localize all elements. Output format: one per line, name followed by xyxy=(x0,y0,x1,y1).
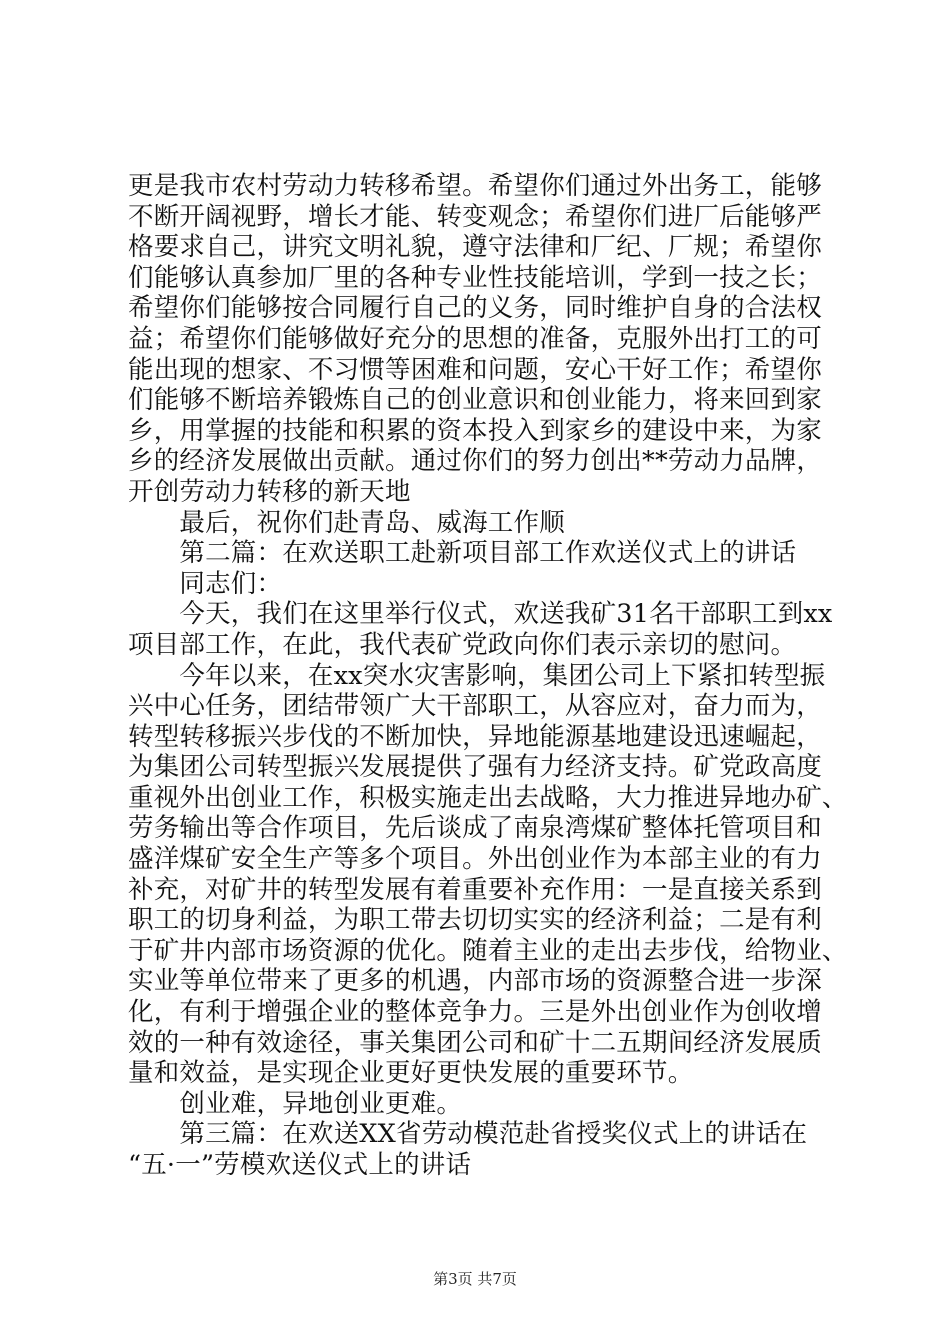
text-line: 第二篇：在欢送职工赴新项目部工作欢送仪式上的讲话 xyxy=(128,538,797,569)
text-line: 效的一种有效途径，事关集团公司和矿十二五期间经济发展质 xyxy=(128,1027,822,1058)
text-line: 兴中心任务，团结带领广大干部职工，从容应对，奋力而为， xyxy=(128,691,822,722)
text-line: 实业等单位带来了更多的机遇，内部市场的资源整合进一步深 xyxy=(128,966,822,997)
text-line: 今天，我们在这里举行仪式，欢送我矿31名干部职工到xx xyxy=(128,599,833,630)
text-line: 劳务输出等合作项目，先后谈成了南泉湾煤矿整体托管项目和 xyxy=(128,813,822,844)
text-line: 重视外出创业工作，积极实施走出去战略，大力推进异地办矿、 xyxy=(128,782,848,813)
text-line: 乡的经济发展做出贡献。通过你们的努力创出**劳动力品牌， xyxy=(128,446,823,477)
text-line: “五·一”劳模欢送仪式上的讲话 xyxy=(128,1150,472,1180)
text-line: 于矿井内部市场资源的优化。随着主业的走出去步伐，给物业、 xyxy=(128,935,848,966)
text-line: 化，有利于增强企业的整体竞争力。三是外出创业作为创收增 xyxy=(128,997,822,1028)
text-line: 更是我市农村劳动力转移希望。希望你们通过外出务工，能够 xyxy=(128,171,822,201)
text-line: 创业难，异地创业更难。 xyxy=(128,1088,463,1119)
text-line: 益；希望你们能够做好充分的思想的准备，克服外出打工的可 xyxy=(128,323,822,354)
text-line: 今年以来，在xx突水灾害影响，集团公司上下紧扣转型振 xyxy=(128,660,826,691)
text-line: 们能够不断培养锻炼自己的创业意识和创业能力，将来回到家 xyxy=(128,385,822,416)
text-line: 们能够认真参加厂里的各种专业性技能培训，学到一技之长； xyxy=(128,262,822,293)
text-line: 为集团公司转型振兴发展提供了强有力经济支持。矿党政高度 xyxy=(128,752,822,783)
page-footer: 第3页 共7页 xyxy=(433,1270,517,1288)
text-line: 乡，用掌握的技能和积累的资本投入到家乡的建设中来，为家 xyxy=(128,415,822,446)
text-line: 同志们： xyxy=(128,568,283,599)
text-line: 盛洋煤矿安全生产等多个项目。外出创业作为本部主业的有力 xyxy=(128,844,822,875)
text-line: 第三篇：在欢送XX省劳动模范赴省授奖仪式上的讲话在 xyxy=(128,1119,808,1150)
text-line: 开创劳动力转移的新天地 xyxy=(128,476,411,507)
text-line: 希望你们能够按合同履行自己的义务，同时维护自身的合法权 xyxy=(128,293,822,324)
text-line: 不断开阔视野，增长才能、转变观念；希望你们进厂后能够严 xyxy=(128,201,822,232)
text-line: 格要求自己，讲究文明礼貌，遵守法律和厂纪、厂规；希望你 xyxy=(128,232,822,263)
text-line: 量和效益，是实现企业更好更快发展的重要环节。 xyxy=(128,1058,694,1089)
document-body xyxy=(128,171,848,1181)
text-line: 能出现的想家、不习惯等困难和问题，安心干好工作；希望你 xyxy=(128,354,822,385)
text-line: 最后，祝你们赴青岛、威海工作顺 xyxy=(128,507,565,538)
text-line: 项目部工作，在此，我代表矿党政向你们表示亲切的慰问。 xyxy=(128,629,797,660)
text-line: 补充，对矿井的转型发展有着重要补充作用：一是直接关系到 xyxy=(128,874,822,905)
text-line: 职工的切身利益，为职工带去切切实实的经济利益；二是有利 xyxy=(128,905,822,936)
text-line: 转型转移振兴步伐的不断加快，异地能源基地建设迅速崛起， xyxy=(128,721,822,752)
